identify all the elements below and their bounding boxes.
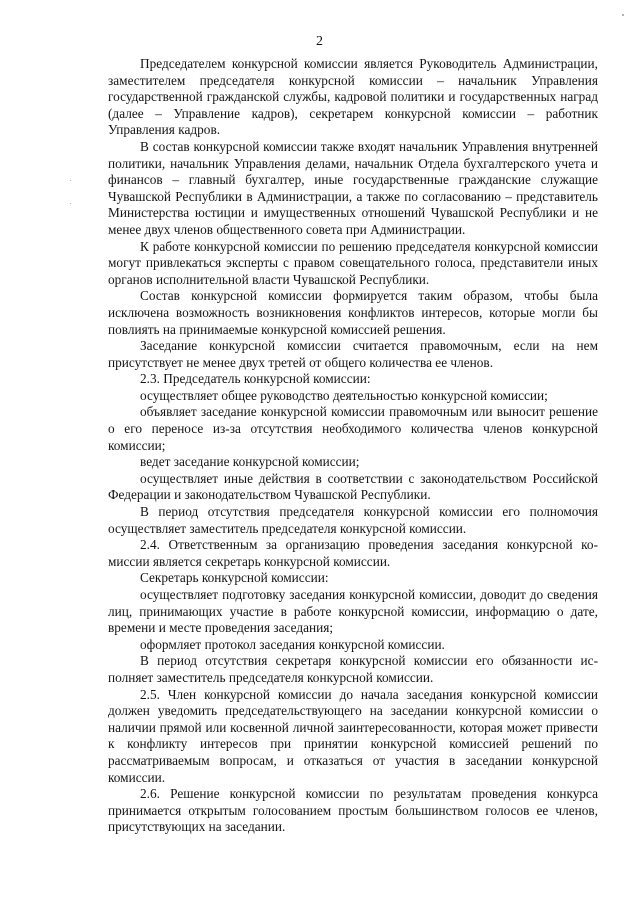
paragraph-quorum: Заседание конкурсной комиссии считается правомочным, если на нем присутствует не менее двух третей от общего количества ее членов. [108, 338, 598, 370]
paragraph-announces-meeting: объявляет заседание конкурсной комиссии правомочным или выносит решение о его переносе из-за отсутствия необходимого количества членов конкурсной комиссии; [108, 404, 598, 453]
paragraph-section-2-6: 2.6. Решение конкурсной комиссии по результатам проведения конкурса принимается открытым голосованием простым большинством голосов ее членов, присутствующих на заседании. [108, 786, 598, 835]
paragraph-section-2-4: 2.4. Ответственным за организацию проведения заседания конкурсной комиссии является секретарь конкурсной комиссии. [108, 537, 598, 569]
paragraph-chair-absence: В период отсутствия председателя конкурсной комиссии его полномочия осуществляет заместитель председателя конкурсной комиссии. [108, 504, 598, 536]
paragraph-secretary-heading: Секретарь конкурсной комиссии: [140, 570, 329, 586]
paragraph-section-2-3: 2.3. Председатель конкурсной комиссии: [140, 371, 371, 387]
paragraph-other-actions: осуществляет иные действия в соответствии с законодательством Российской Федерации и законодательством Чувашской Республики. [108, 470, 598, 503]
paragraph-secretary-prepares: осуществляет подготовку заседания конкурсной комиссии, доводит до сведения лиц, принимающих участие в работе конкурсной комиссии, информацию о дате, времени и месте проведения заседания; [108, 587, 598, 636]
paragraph-section-2-5: 2.5. Член конкурсной комиссии до начала заседания конкурсной комиссии должен уведомить председательствующего на заседании конкурсной комиссии о наличии прямой или косвенной личной заинтересованности, которая может привести к конфликту интересов при принятии конкурсной комиссией решений по рассматриваемым вопросам, и отказаться от участия в заседании конкурсной комиссии. [108, 686, 598, 785]
paragraph-conducts-meeting: ведет заседание конкурсной комиссии; [140, 454, 360, 470]
paragraph-commission-members: В состав конкурсной комиссии также входят начальник Управления внутренней политики, начальник Управления делами, начальник Отдела бухгалтерского учета и финансов – главный бухгалтер, иные государственные гражданские служащие Чувашской Республики в Администрации, а также по согласованию – представитель Министерства юстиции и имущественных отношений Чувашской Республики и не менее двух членов общественного совета при Администрации. [108, 138, 598, 237]
scan-speck [622, 14, 624, 16]
paragraph-secretary-absence: В период отсутствия секретаря конкурсной комиссии его обязанности исполняет заместитель председателя конкурсной комиссии. [108, 653, 598, 685]
paragraph-secretary-protocol: оформляет протокол заседания конкурсной комиссии. [140, 636, 445, 652]
paragraph-commission-chair: Председателем конкурсной комиссии является Руководитель Администрации, заместителем председателя конкурсной комиссии – начальник Управления государственной гражданской службы, кадровой политики и государственных наград (далее – Управление кадров), секретарем конкурсной комиссии – работник Управления кадров. [108, 56, 598, 138]
scan-speck [70, 180, 71, 181]
document-body [108, 56, 598, 836]
scan-speck [70, 203, 71, 204]
paragraph-general-management: осуществляет общее руководство деятельностью конкурсной комиссии; [140, 387, 548, 403]
paragraph-experts: К работе конкурсной комиссии по решению председателя конкурсной комиссии могут привлекаться эксперты с правом совещательного голоса, представители иных органов исполнительной власти Чувашской Республики. [108, 238, 598, 287]
paragraph-conflict-exclusion: Состав конкурсной комиссии формируется таким образом, чтобы была исключена возможность возникновения конфликтов интересов, которые могли бы повлиять на принимаемые конкурсной комиссией решения. [108, 288, 598, 337]
page-number: 2 [316, 34, 323, 49]
